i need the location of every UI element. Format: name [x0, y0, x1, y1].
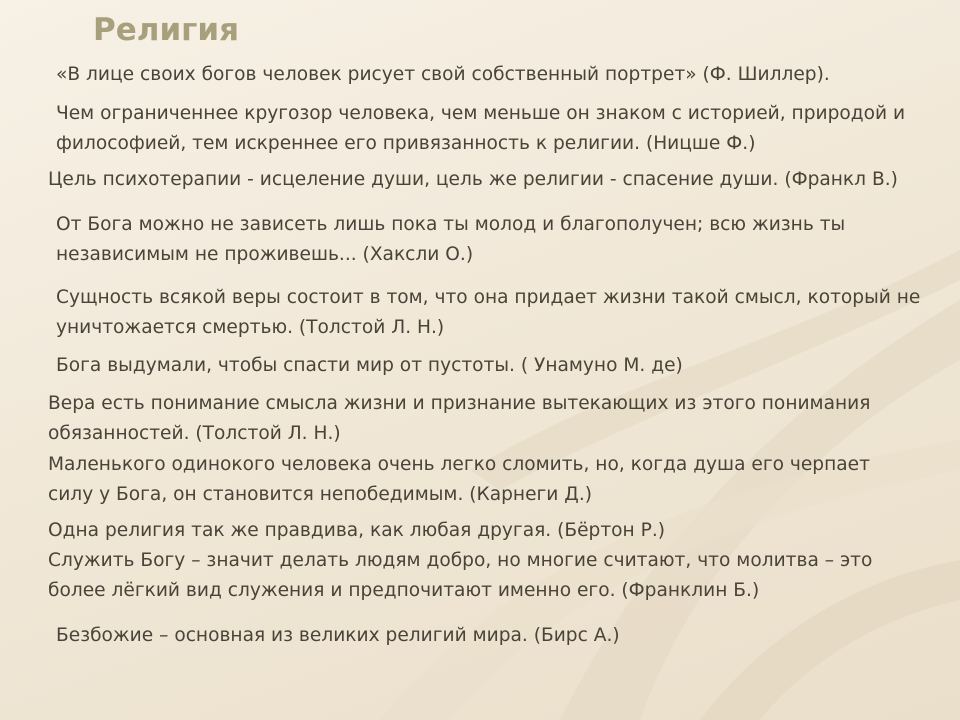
quote-line: Вера есть понимание смысла жизни и признание вытекающих из этого понимания	[48, 393, 871, 414]
quote-frankl	[48, 165, 898, 195]
quote-nietzsche	[56, 99, 905, 159]
quote-line: Бога выдумали, чтобы спасти мир от пустоты. ( Унамуно М. де)	[56, 355, 683, 376]
quote-huxley	[56, 210, 845, 270]
quote-line: Безбожие – основная из великих религий мира. (Бирс А.)	[56, 625, 620, 646]
quote-burton	[48, 516, 665, 546]
quote-unamuno	[56, 351, 683, 381]
quote-line: Одна религия так же правдива, как любая другая. (Бёртон Р.)	[48, 520, 665, 541]
quote-line: более лёгкий вид служения и предпочитают именно его. (Франклин Б.)	[48, 580, 760, 601]
quote-line: От Бога можно не зависеть лишь пока ты молод и благополучен; всю жизнь ты	[56, 214, 846, 235]
quote-franklin	[48, 546, 872, 606]
quote-line: уничтожается смертью. (Толстой Л. Н.)	[56, 317, 445, 338]
quote-line: независимым не проживешь... (Хаксли О.)	[56, 244, 474, 265]
quote-line: силу у Бога, он становится непобедимым. (Карнеги Д.)	[48, 484, 592, 505]
quote-bierce	[56, 621, 620, 651]
quote-line: Цель психотерапии - исцеление души, цель же религии - спасение души. (Франкл В.)	[48, 169, 898, 190]
quote-line: Маленького одинокого человека очень легко сломить, но, когда душа его черпает	[48, 454, 870, 475]
quote-line: Служить Богу – значит делать людям добро, но многие считают, что молитва – это	[48, 550, 873, 571]
quote-carnegie	[48, 450, 870, 510]
slide-title: Религия	[93, 12, 239, 48]
quote-line: философией, тем искреннее его привязанность к религии. (Ницше Ф.)	[56, 133, 756, 154]
quote-line: обязанностей. (Толстой Л. Н.)	[48, 423, 341, 444]
quote-line: «В лице своих богов человек рисует свой собственный портрет» (Ф. Шиллер).	[56, 64, 830, 85]
quote-tolstoy-essence	[56, 283, 920, 343]
quote-tolstoy-faith	[48, 389, 870, 449]
quote-schiller	[56, 60, 830, 90]
quote-line: Чем ограниченнее кругозор человека, чем меньше он знаком с историей, природой и	[56, 103, 906, 124]
quote-line: Сущность всякой веры состоит в том, что она придает жизни такой смысл, который не	[56, 287, 921, 308]
